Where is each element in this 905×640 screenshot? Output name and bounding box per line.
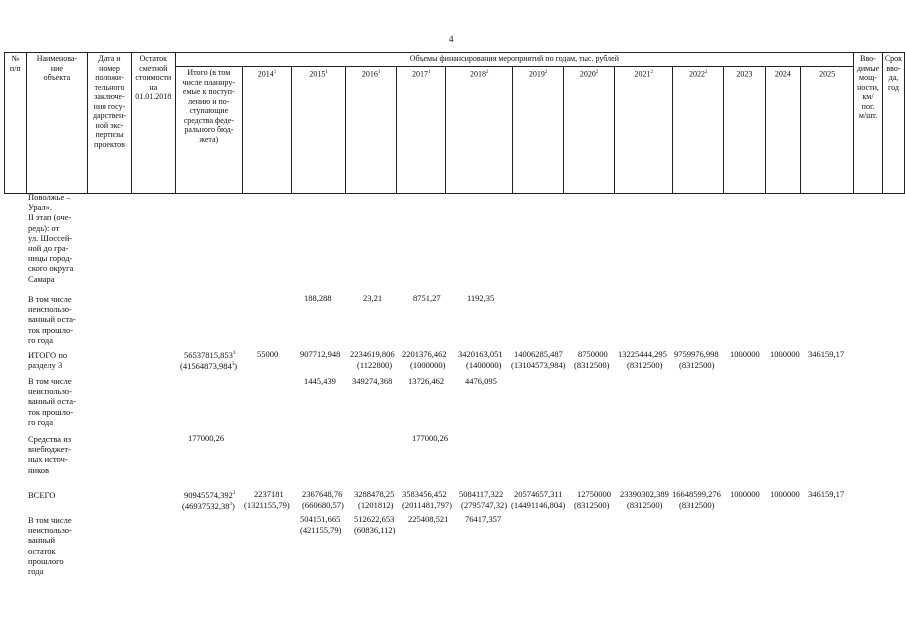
cell-value: 2237181: [254, 489, 284, 499]
row-label: В том числе неиспользо- ванный остаток прошлого года: [28, 515, 72, 577]
header-year: 2015$^1$: [292, 67, 346, 194]
cell-value: 349274,368: [352, 376, 393, 386]
cell-value: 12750000: [577, 489, 611, 499]
cell-value: 1445,439: [304, 376, 336, 386]
header-year: 2017$^1$: [397, 67, 446, 194]
cell-value: (13104573,984): [511, 360, 566, 370]
cell-value: 90945574,392$^3$: [184, 489, 236, 500]
cell-value: 5084117,322: [459, 489, 504, 499]
cell-value: (2795747,32): [461, 500, 508, 510]
cell-value: (1122800): [357, 360, 393, 370]
cell-value: 2201376,462: [402, 349, 447, 359]
cell-value: (41564873,984$^3$): [180, 360, 238, 371]
cell-value: (1400000): [466, 360, 502, 370]
page-number: 4: [449, 34, 454, 44]
row-label: ИТОГО по разделу 3: [28, 350, 68, 371]
cell-value: (8312500): [574, 360, 610, 370]
header-year: 2018$^2$: [446, 67, 513, 194]
header-year: 2025: [801, 67, 854, 194]
cell-value: (60836,112): [354, 525, 396, 535]
header-object-name: Наименова- ние объекта: [26, 53, 87, 194]
cell-value: 346159,17: [808, 349, 845, 359]
header-year: 2023: [724, 67, 765, 194]
header-year: 2016$^1$: [346, 67, 397, 194]
cell-value: 2367648,76: [302, 489, 343, 499]
row-label: ВСЕГО: [28, 490, 56, 500]
cell-value: (14491146,804): [511, 500, 566, 510]
cell-value: 1000000: [770, 349, 800, 359]
cell-value: 188,288: [304, 293, 332, 303]
cell-value: 14006285,487: [514, 349, 563, 359]
row-label: В том числе неиспользо- ванный оста- ток прошло- го года: [28, 294, 76, 345]
cell-value: 9759976,998: [674, 349, 719, 359]
header-year: 2014$^1$: [242, 67, 291, 194]
cell-value: 3420163,051: [458, 349, 503, 359]
cell-value: (1321155,79): [244, 500, 290, 510]
cell-value: 23,21: [363, 293, 383, 303]
cell-value: 1000000: [770, 489, 800, 499]
cell-value: 56537815,853$^3$: [184, 349, 236, 360]
cell-value: 1192,35: [467, 293, 495, 303]
header-year: 2019$^2$: [513, 67, 564, 194]
header-total: Итого (в том числе планиру- емые к поступ- лению и по- ступающие средства феде- рального бюд- жета): [175, 67, 242, 194]
cell-value: 4476,095: [465, 376, 497, 386]
header-num: № п/п: [5, 53, 27, 194]
cell-value: 8751,27: [413, 293, 441, 303]
cell-value: 76417,357: [465, 514, 502, 524]
cell-value: (46937532,38$^3$): [182, 500, 235, 511]
cell-value: 504151,665: [300, 514, 341, 524]
cell-value: 1000000: [730, 489, 760, 499]
header-year: 2024: [765, 67, 801, 194]
cell-value: 23390302,389: [620, 489, 669, 499]
header-capacity: Вво- димые мощ- ности, км/ пог. м/шт.: [854, 53, 883, 194]
cell-value: (2011481,797): [402, 500, 452, 510]
cell-value: 907712,948: [300, 349, 341, 359]
cell-value: (8312500): [574, 500, 610, 510]
cell-value: 55000: [257, 349, 279, 359]
cell-value: (1000000): [410, 360, 446, 370]
cell-value: 177000,26: [188, 433, 225, 443]
header-remainder: Остаток сметной стоимости на 01.01.2018: [131, 53, 175, 194]
cell-value: 3583456,452: [402, 489, 447, 499]
cell-value: (660680,57): [302, 500, 344, 510]
cell-value: 8750000: [578, 349, 608, 359]
cell-value: (8312500): [627, 500, 663, 510]
cell-value: (8312500): [679, 360, 715, 370]
header-year: 2020$^2$: [564, 67, 615, 194]
row-label: Средства из внебюджет- ных источ- ников: [28, 434, 72, 475]
cell-value: 2234619,806: [350, 349, 395, 359]
header-year: 2021$^2$: [615, 67, 673, 194]
cell-value: 16648599,276: [672, 489, 721, 499]
cell-value: (421155,79): [300, 525, 342, 535]
cell-value: 1000000: [730, 349, 760, 359]
row-label: Поволжье – Урал». II этап (оче- редь): от ул. Шоссей- ной до гра- ницы город- ского округа Самара: [28, 192, 74, 284]
header-term: Срок вво- да, год: [882, 53, 904, 194]
header-year: 2022$^2$: [673, 67, 724, 194]
cell-value: 20574657,311: [514, 489, 563, 499]
cell-value: 512622,653: [354, 514, 395, 524]
cell-value: 13225444,295: [618, 349, 667, 359]
cell-value: 346159,17: [808, 489, 845, 499]
cell-value: 225408,521: [408, 514, 449, 524]
row-label: В том числе неиспользо- ванный оста- ток прошло- го года: [28, 376, 76, 427]
header-financing-group: Объемы финансирования мероприятий по годам, тыс. рублей: [175, 53, 853, 67]
cell-value: 177000,26: [412, 433, 449, 443]
cell-value: (8312500): [679, 500, 715, 510]
header-expertise-date: Дата и номер положи- тельного заключе- ния госу- дарствен- ной экс- пертизы проектов: [88, 53, 132, 194]
cell-value: (8312500): [627, 360, 663, 370]
cell-value: 3288478,25: [354, 489, 395, 499]
cell-value: 13726,462: [408, 376, 445, 386]
cell-value: (1201812): [358, 500, 394, 510]
